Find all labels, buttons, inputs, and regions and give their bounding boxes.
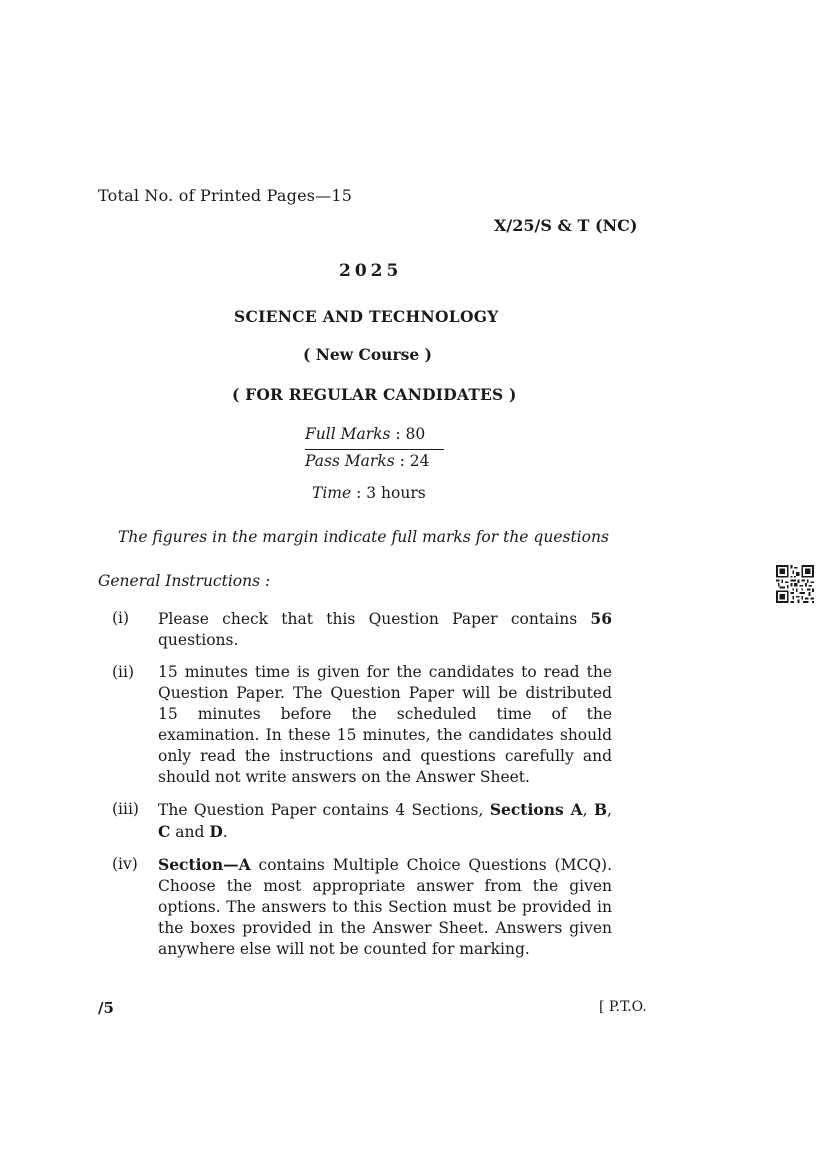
total-printed-pages: Total No. of Printed Pages—15 [98,186,353,205]
full-marks [305,424,444,450]
pass-marks-label: Pass Marks [305,452,395,470]
paper-code: X/25/S & T (NC) [494,216,638,235]
instruction-number: (iv) [112,855,138,873]
instruction-text-part: . [222,823,228,841]
pass-marks-separator: : [394,452,410,470]
instruction-text [158,608,612,651]
instruction-text-part: , [607,801,612,819]
time-label: Time [312,484,352,502]
instruction-item [112,608,612,651]
instruction-text-part: contains Multiple Choice Questions (MCQ). Choose the most appropriate answer from the given options. The answers to this Section must be provided in the boxes provided in the Answer Sheet. Answers given anywhere else will not be counted for marking. [158,856,612,958]
instruction-text-part: and [170,823,210,841]
page-footer-code: /5 [98,999,114,1017]
instruction-text [158,854,612,960]
instructions-list [112,608,612,971]
section-label: Sections A [489,800,583,819]
section-label: B [593,800,608,819]
full-marks-label: Full Marks [305,425,391,443]
general-instructions-heading: General Instructions : [98,572,271,590]
instruction-text-part: , [582,801,594,819]
margin-note: The figures in the margin indicate full marks for the questions [118,528,609,546]
exam-year: 2025 [339,261,403,281]
instruction-number: (iii) [112,800,139,818]
instruction-number: (i) [112,609,130,627]
pass-marks [305,450,444,476]
section-label: D [209,822,223,841]
time-separator: : [351,484,367,502]
time-allowed [312,484,426,502]
full-marks-separator: : [390,425,406,443]
instruction-text [158,799,612,843]
instruction-item [112,854,612,960]
course-label: ( New Course ) [303,345,432,364]
time-value: 3 hours [366,484,426,502]
instruction-item [112,662,612,788]
instruction-text-part: Please check that this Question Paper contains [158,610,591,628]
pass-marks-value: 24 [409,452,430,470]
subject-title: SCIENCE AND TECHNOLOGY [234,307,499,326]
marks-block [305,424,444,476]
section-label: C [158,822,171,841]
candidates-label: ( FOR REGULAR CANDIDATES ) [232,385,517,404]
instruction-text-part: The Question Paper contains 4 Sections, [158,801,490,819]
section-label: Section—A [158,855,251,874]
question-count: 56 [590,609,612,628]
instruction-number: (ii) [112,663,135,681]
instruction-text-part: questions. [158,631,239,649]
instruction-text: 15 minutes time is given for the candidates to read the Question Paper. The Question Paper will be distributed 15 minutes before the scheduled time of the examination. In these 15 minutes, the candidates should only read the instructions and questions carefully and should not write answers on the Answer Sheet. [158,663,612,786]
qr-code-icon [776,565,814,603]
full-marks-value: 80 [405,425,426,443]
instruction-item [112,799,612,843]
pto-label: [ P.T.O. [599,999,647,1015]
